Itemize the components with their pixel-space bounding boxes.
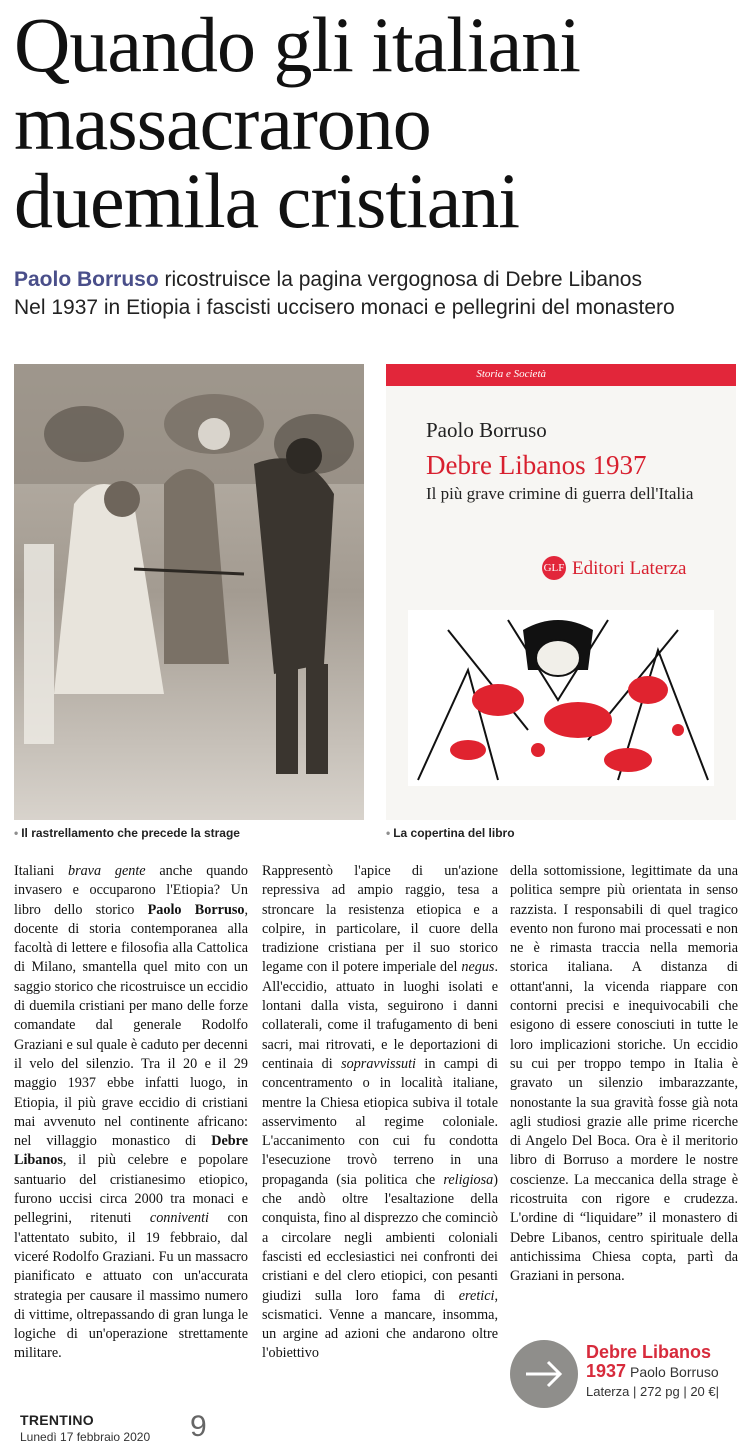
photo-caption: • Il rastrellamento che precede la strage: [14, 826, 240, 840]
book-author: Paolo Borruso: [630, 1364, 719, 1380]
article-column-2: Rappresentò l'apice di un'azione repressiva ad ampio raggio, tesa a stroncare la resistenza etiopica e a colpire, in particolare, il cuore della tradizione cristiana per il suo storico legame con il potere imperiale del negus. All'eccidio, attuato in luoghi isolati e lontani dalla vista, seguirono i danni collaterali, come il trafugamento di beni sacri, mai ritrovati, e le deportazioni di centinaia di sopravvissuti in campi di concentramento o in località italiane, mentre la Chiesa etiopica subiva il totale asservimento al regime coloniale. L'accanimento con cui fu condotta l'esecuzione trovò terreno in una propaganda (sia politica che religiosa) che andò oltre l'esaltazione della conquista, fino al disprezzo che cominciò a circolare negli ambienti coloniali fascisti ed ecclesiastici nei confronti dei cristiani e del clero etiopici, con pesanti giudizi sulla loro fama di eretici, scismatici. Venne a mancare, insomma, un argine ad azioni che andarono oltre l'obiettivo: [262, 863, 498, 1362]
subhead-line-1: [14, 266, 744, 294]
publication-date: Lunedì 17 febbraio 2020: [20, 1430, 151, 1444]
subhead-author: Paolo Borruso: [14, 268, 159, 291]
headline-line-3: duemila cristiani: [14, 157, 520, 244]
subhead-line-1-text: ricostruisce la pagina vergognosa di Debre Libanos: [158, 268, 642, 291]
book-cover: [386, 364, 736, 820]
publisher-logo-icon: GLF: [542, 556, 566, 580]
cover-series: Storia e Società: [476, 368, 546, 380]
headline-line-2: massacrarono: [14, 79, 431, 166]
book-details: Laterza | 272 pg | 20 €|: [586, 1384, 720, 1399]
headline: [14, 1, 744, 244]
article-column-3: della sottomissione, legittimate da una politica sempre più orientata in senso razzista. I responsabili di quel tragico evento non furono mai processati e non ne è rimasta traccia nella memoria storica italiana. A distanza di ottant'anni, la vicenda riappare con contorni precisi e inequivocabili che esigono di essere conosciuti in tutte le loro implicazioni storiche. Un eccidio su cui per troppo tempo in Italia è gravato un silenzio imbarazzante, nonostante la sua gravità fosse già nota agli studiosi grazie alle prime ricerche di Angelo Del Boca. Ora è il meritorio libro di Borruso a mordere le nostre coscienze. La meccanica della strage è ricostruita con rigore e crudezza. L'ordine di “liquidare” il monastero di Debre Libanos, centro spirituale della antichissima Chiesa copta, partì da Graziani in persona.: [510, 863, 738, 1285]
book-year: 1937: [586, 1361, 627, 1381]
photo-caption-text: Il rastrellamento che precede la strage: [21, 826, 240, 840]
cover-author: Paolo Borruso: [426, 418, 547, 442]
cover-subtitle: Il più grave crimine di guerra dell'Italia: [426, 484, 694, 503]
cover-caption-text: La copertina del libro: [393, 826, 515, 840]
arrow-right-icon: [510, 1340, 578, 1408]
cover-caption: • La copertina del libro: [386, 826, 515, 840]
book-info-box: [510, 1340, 744, 1408]
subheadline: [14, 266, 744, 322]
article-column-1: Italiani brava gente anche quando invasero e occuparono l'Etiopia? Un libro dello storico Paolo Borruso, docente di storia contemporanea alla facoltà di lettere e filosofia alla Cattolica di Milano, smantella quel mito con un saggio storico che ricostruisce un eccidio di duemila cristiani per mano delle forze comandate dal generale Rodolfo Graziani e sul quale è caduto per decenni il velo del silenzio. Tra il 20 e il 29 maggio 1937 ebbe infatti luogo, in Etiopia, il più grave eccidio di cristiani mai avvenuto nel continente africano: nel villaggio monastico di Debre Libanos, il più celebre e popolare santuario del cristianesimo etiopico, furono uccisi circa 2000 tra monaci e pellegrini, ritenuti conniventi con l'attentato subito, il 19 febbraio, dal viceré Rodolfo Graziani. Fu un massacro pianificato e attuato con un'accurata strategia per causare il massimo numero di vittime, oltrepassando di gran lunga le logiche di un'operazione strettamente militare.: [14, 863, 248, 1362]
subhead-line-2: Nel 1937 in Etiopia i fascisti uccisero monaci e pellegrini del monastero: [14, 296, 675, 319]
newspaper-name: TRENTINO: [20, 1412, 94, 1428]
cover-title: Debre Libanos 1937: [426, 450, 647, 480]
cover-red-band: [386, 364, 736, 386]
headline-line-1: Quando gli italiani: [14, 1, 580, 88]
book-title: Debre Libanos: [586, 1342, 712, 1362]
page-number: 9: [190, 1410, 207, 1443]
historical-photo: [14, 364, 364, 820]
cover-publisher: Editori Laterza: [572, 558, 687, 579]
historical-photo-image: [14, 364, 364, 820]
cover-illustration: [408, 610, 714, 786]
